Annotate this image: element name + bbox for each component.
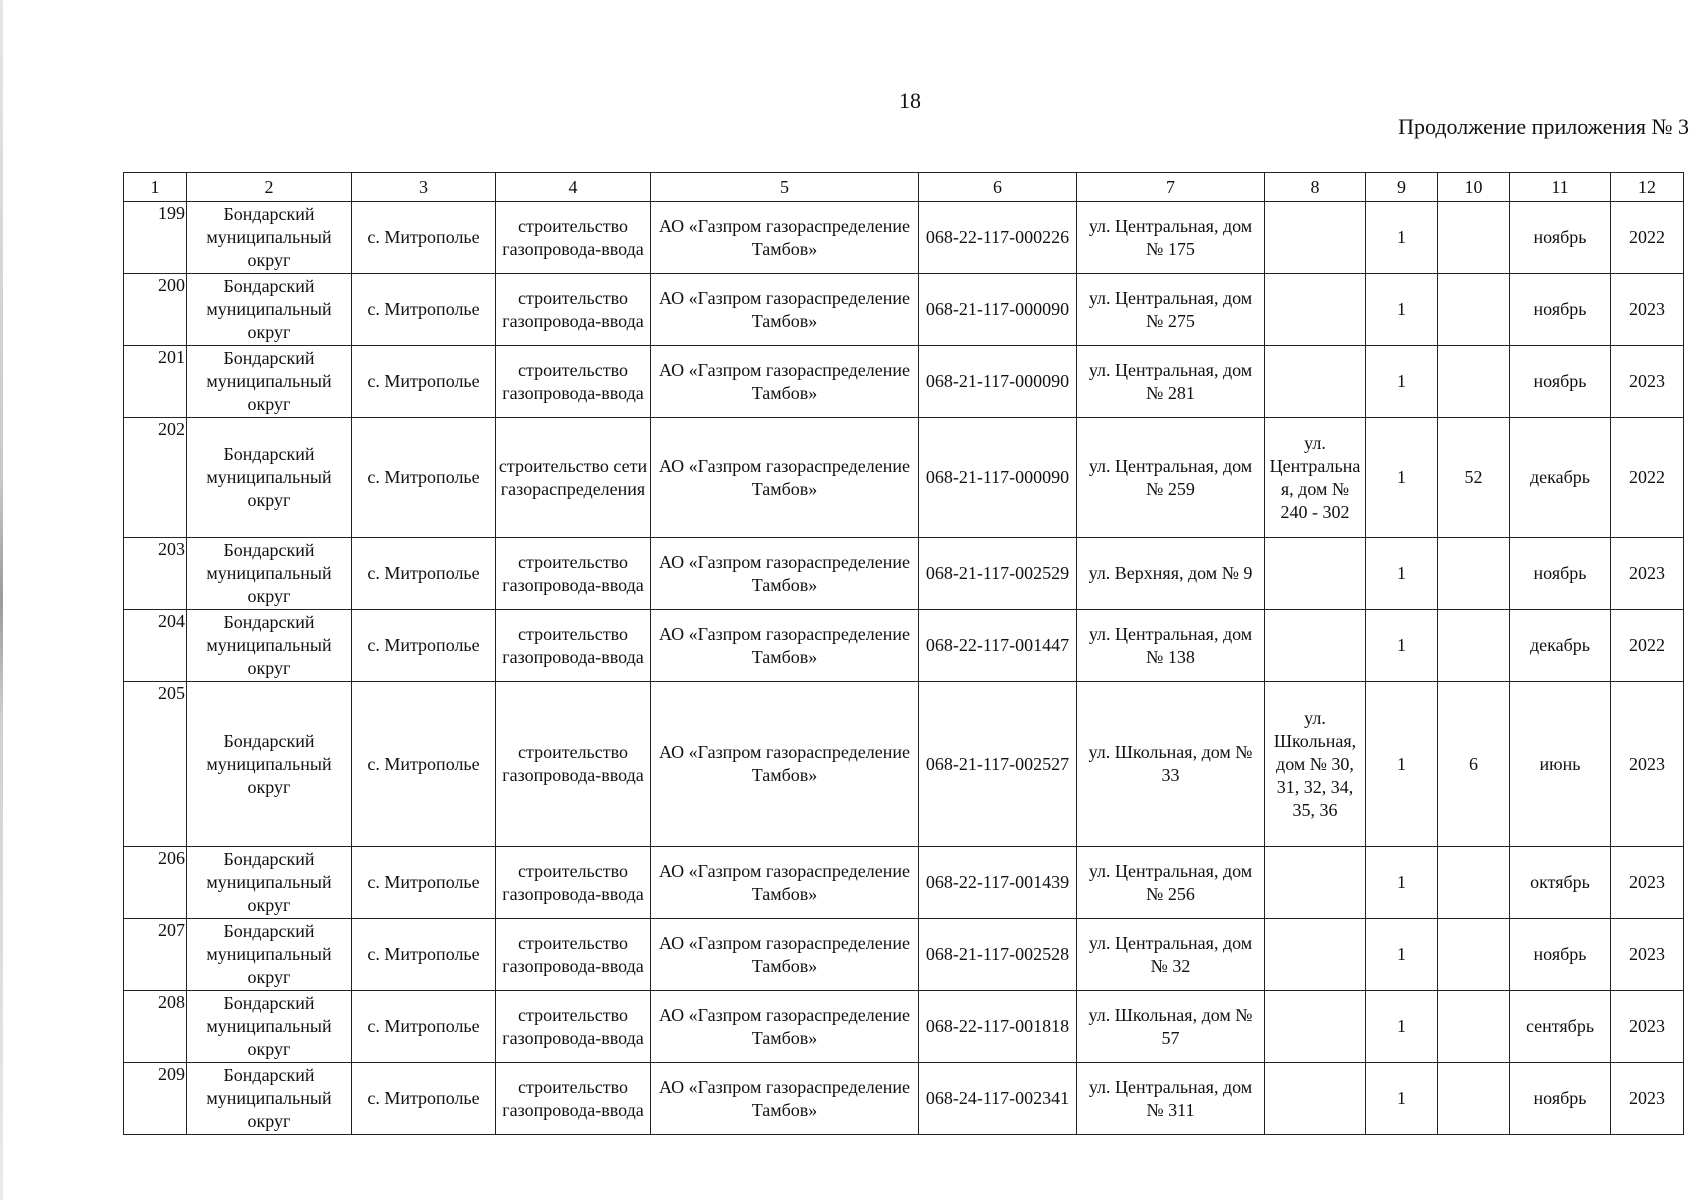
table-row — [124, 610, 1684, 682]
row-number: 205 — [124, 682, 187, 847]
settlement-cell: с. Митрополье — [352, 919, 496, 991]
month-cell: октябрь — [1510, 847, 1611, 919]
district-cell: Бондарский муниципальный округ — [187, 991, 352, 1063]
year-cell: 2023 — [1611, 274, 1684, 346]
column-header: 3 — [352, 173, 496, 202]
column-header: 1 — [124, 173, 187, 202]
organization-cell: АО «Газпром газораспределение Тамбов» — [651, 919, 919, 991]
code-cell: 068-21-117-002529 — [919, 538, 1077, 610]
organization-cell: АО «Газпром газораспределение Тамбов» — [651, 346, 919, 418]
organization-cell: АО «Газпром газораспределение Тамбов» — [651, 991, 919, 1063]
year-cell: 2023 — [1611, 919, 1684, 991]
district-cell: Бондарский муниципальный округ — [187, 346, 352, 418]
settlement-cell: с. Митрополье — [352, 202, 496, 274]
code-cell: 068-22-117-000226 — [919, 202, 1077, 274]
district-cell: Бондарский муниципальный округ — [187, 610, 352, 682]
column-10-cell — [1438, 202, 1510, 274]
address-range-cell — [1265, 538, 1366, 610]
column-9-cell: 1 — [1366, 418, 1438, 538]
column-9-cell: 1 — [1366, 1063, 1438, 1135]
month-cell: ноябрь — [1510, 1063, 1611, 1135]
organization-cell: АО «Газпром газораспределение Тамбов» — [651, 418, 919, 538]
scan-edge-artifact — [0, 0, 3, 1200]
address-range-cell — [1265, 346, 1366, 418]
address-range-cell — [1265, 1063, 1366, 1135]
address-range-cell — [1265, 274, 1366, 346]
settlement-cell: с. Митрополье — [352, 274, 496, 346]
address-cell: ул. Центральная, дом № 281 — [1077, 346, 1265, 418]
organization-cell: АО «Газпром газораспределение Тамбов» — [651, 847, 919, 919]
settlement-cell: с. Митрополье — [352, 847, 496, 919]
column-10-cell: 6 — [1438, 682, 1510, 847]
address-cell: ул. Школьная, дом № 33 — [1077, 682, 1265, 847]
column-header: 2 — [187, 173, 352, 202]
column-9-cell: 1 — [1366, 991, 1438, 1063]
column-header: 11 — [1510, 173, 1611, 202]
month-cell: ноябрь — [1510, 919, 1611, 991]
month-cell: ноябрь — [1510, 202, 1611, 274]
year-cell: 2022 — [1611, 418, 1684, 538]
column-9-cell: 1 — [1366, 346, 1438, 418]
year-cell: 2023 — [1611, 346, 1684, 418]
column-10-cell — [1438, 1063, 1510, 1135]
work-type-cell: строительство газопровода-ввода — [496, 919, 651, 991]
year-cell: 2023 — [1611, 991, 1684, 1063]
row-number: 201 — [124, 346, 187, 418]
organization-cell: АО «Газпром газораспределение Тамбов» — [651, 538, 919, 610]
organization-cell: АО «Газпром газораспределение Тамбов» — [651, 1063, 919, 1135]
settlement-cell: с. Митрополье — [352, 1063, 496, 1135]
address-cell: ул. Центральная, дом № 256 — [1077, 847, 1265, 919]
month-cell: декабрь — [1510, 610, 1611, 682]
code-cell: 068-22-117-001447 — [919, 610, 1077, 682]
column-header: 10 — [1438, 173, 1510, 202]
code-cell: 068-22-117-001439 — [919, 847, 1077, 919]
settlement-cell: с. Митрополье — [352, 682, 496, 847]
year-cell: 2022 — [1611, 610, 1684, 682]
district-cell: Бондарский муниципальный округ — [187, 919, 352, 991]
organization-cell: АО «Газпром газораспределение Тамбов» — [651, 610, 919, 682]
district-cell: Бондарский муниципальный округ — [187, 1063, 352, 1135]
address-cell: ул. Центральная, дом № 275 — [1077, 274, 1265, 346]
column-10-cell — [1438, 919, 1510, 991]
work-type-cell: строительство газопровода-ввода — [496, 346, 651, 418]
address-cell: ул. Верхняя, дом № 9 — [1077, 538, 1265, 610]
district-cell: Бондарский муниципальный округ — [187, 418, 352, 538]
address-cell: ул. Центральная, дом № 311 — [1077, 1063, 1265, 1135]
table-row — [124, 538, 1684, 610]
column-10-cell: 52 — [1438, 418, 1510, 538]
column-9-cell: 1 — [1366, 847, 1438, 919]
row-number: 200 — [124, 274, 187, 346]
address-range-cell — [1265, 991, 1366, 1063]
organization-cell: АО «Газпром газораспределение Тамбов» — [651, 682, 919, 847]
district-cell: Бондарский муниципальный округ — [187, 847, 352, 919]
row-number: 202 — [124, 418, 187, 538]
column-header: 5 — [651, 173, 919, 202]
column-9-cell: 1 — [1366, 274, 1438, 346]
settlement-cell: с. Митрополье — [352, 610, 496, 682]
month-cell: ноябрь — [1510, 346, 1611, 418]
district-cell: Бондарский муниципальный округ — [187, 538, 352, 610]
month-cell: ноябрь — [1510, 538, 1611, 610]
column-header: 6 — [919, 173, 1077, 202]
row-number: 206 — [124, 847, 187, 919]
settlement-cell: с. Митрополье — [352, 991, 496, 1063]
appendix-note: Продолжение приложения № 3 — [1398, 114, 1689, 139]
address-cell: ул. Центральная, дом № 138 — [1077, 610, 1265, 682]
column-10-cell — [1438, 610, 1510, 682]
work-type-cell: строительство газопровода-ввода — [496, 274, 651, 346]
table-row — [124, 202, 1684, 274]
column-9-cell: 1 — [1366, 919, 1438, 991]
code-cell: 068-22-117-001818 — [919, 991, 1077, 1063]
year-cell: 2022 — [1611, 202, 1684, 274]
column-9-cell: 1 — [1366, 538, 1438, 610]
code-cell: 068-21-117-002527 — [919, 682, 1077, 847]
row-number: 209 — [124, 1063, 187, 1135]
code-cell: 068-24-117-002341 — [919, 1063, 1077, 1135]
table-row — [124, 346, 1684, 418]
work-type-cell: строительство газопровода-ввода — [496, 682, 651, 847]
address-range-cell — [1265, 847, 1366, 919]
address-range-cell — [1265, 919, 1366, 991]
work-type-cell: строительство газопровода-ввода — [496, 847, 651, 919]
column-9-cell: 1 — [1366, 610, 1438, 682]
district-cell: Бондарский муниципальный округ — [187, 682, 352, 847]
year-cell: 2023 — [1611, 1063, 1684, 1135]
page-number: 18 — [899, 88, 921, 113]
code-cell: 068-21-117-000090 — [919, 274, 1077, 346]
address-range-cell: ул. Школьная, дом № 30, 31, 32, 34, 35, 36 — [1265, 682, 1366, 847]
column-header: 12 — [1611, 173, 1684, 202]
column-10-cell — [1438, 847, 1510, 919]
table-row — [124, 418, 1684, 538]
year-cell: 2023 — [1611, 538, 1684, 610]
district-cell: Бондарский муниципальный округ — [187, 202, 352, 274]
work-type-cell: строительство газопровода-ввода — [496, 1063, 651, 1135]
column-10-cell — [1438, 274, 1510, 346]
month-cell: сентябрь — [1510, 991, 1611, 1063]
district-cell: Бондарский муниципальный округ — [187, 274, 352, 346]
address-cell: ул. Центральная, дом № 259 — [1077, 418, 1265, 538]
settlement-cell: с. Митрополье — [352, 538, 496, 610]
month-cell: декабрь — [1510, 418, 1611, 538]
table-row — [124, 682, 1684, 847]
code-cell: 068-21-117-002528 — [919, 919, 1077, 991]
settlement-cell: с. Митрополье — [352, 346, 496, 418]
row-number: 204 — [124, 610, 187, 682]
work-type-cell: строительство газопровода-ввода — [496, 610, 651, 682]
column-header: 9 — [1366, 173, 1438, 202]
work-type-cell: строительство газопровода-ввода — [496, 991, 651, 1063]
settlement-cell: с. Митрополье — [352, 418, 496, 538]
organization-cell: АО «Газпром газораспределение Тамбов» — [651, 274, 919, 346]
table-row — [124, 991, 1684, 1063]
year-cell: 2023 — [1611, 682, 1684, 847]
address-cell: ул. Центральная, дом № 32 — [1077, 919, 1265, 991]
column-9-cell: 1 — [1366, 202, 1438, 274]
row-number: 203 — [124, 538, 187, 610]
code-cell: 068-21-117-000090 — [919, 418, 1077, 538]
table-row — [124, 1063, 1684, 1135]
column-10-cell — [1438, 346, 1510, 418]
table-row — [124, 919, 1684, 991]
row-number: 207 — [124, 919, 187, 991]
gasification-registry-table — [123, 172, 1684, 1135]
table-row — [124, 274, 1684, 346]
work-type-cell: строительство сети газораспределения — [496, 418, 651, 538]
column-header: 8 — [1265, 173, 1366, 202]
address-range-cell — [1265, 202, 1366, 274]
address-range-cell — [1265, 610, 1366, 682]
address-cell: ул. Школьная, дом № 57 — [1077, 991, 1265, 1063]
code-cell: 068-21-117-000090 — [919, 346, 1077, 418]
column-10-cell — [1438, 991, 1510, 1063]
column-header: 4 — [496, 173, 651, 202]
month-cell: ноябрь — [1510, 274, 1611, 346]
table-row — [124, 847, 1684, 919]
address-cell: ул. Центральная, дом № 175 — [1077, 202, 1265, 274]
column-header: 7 — [1077, 173, 1265, 202]
organization-cell: АО «Газпром газораспределение Тамбов» — [651, 202, 919, 274]
work-type-cell: строительство газопровода-ввода — [496, 202, 651, 274]
table-header-row — [124, 173, 1684, 202]
year-cell: 2023 — [1611, 847, 1684, 919]
column-9-cell: 1 — [1366, 682, 1438, 847]
row-number: 208 — [124, 991, 187, 1063]
address-range-cell: ул. Центральная, дом № 240 - 302 — [1265, 418, 1366, 538]
row-number: 199 — [124, 202, 187, 274]
month-cell: июнь — [1510, 682, 1611, 847]
column-10-cell — [1438, 538, 1510, 610]
work-type-cell: строительство газопровода-ввода — [496, 538, 651, 610]
